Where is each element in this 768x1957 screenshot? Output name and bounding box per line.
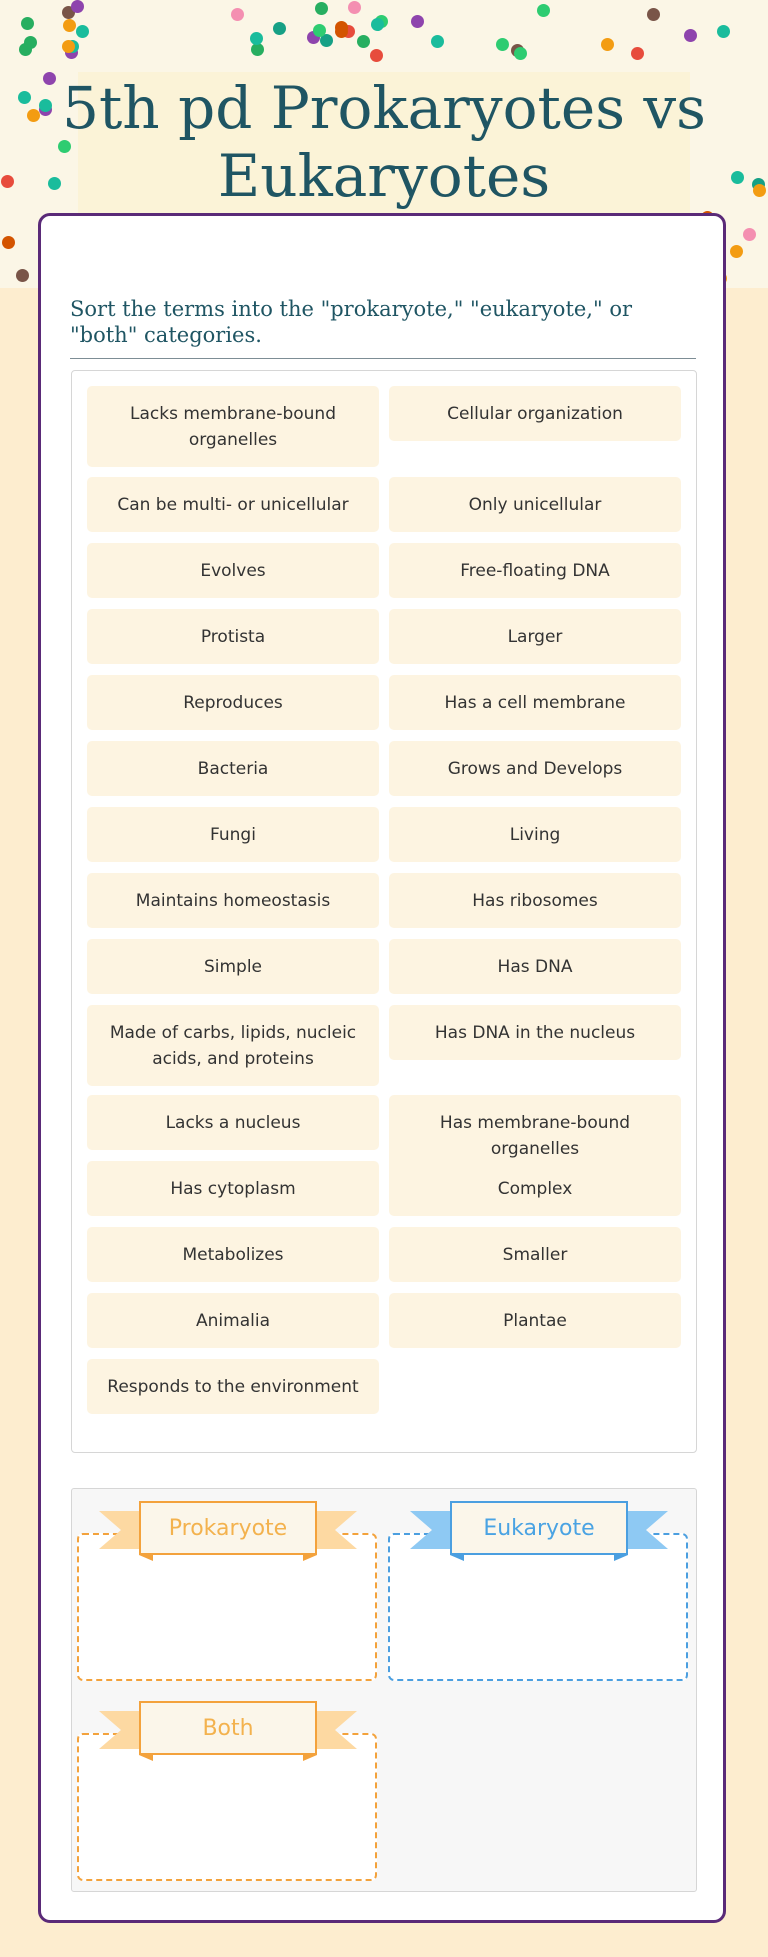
term-tile[interactable]: Responds to the environment	[87, 1359, 379, 1414]
term-tile[interactable]: Complex	[389, 1161, 681, 1216]
confetti-dot	[273, 22, 286, 35]
confetti-dot	[39, 99, 52, 112]
confetti-dot	[24, 36, 37, 49]
term-tile[interactable]: Larger	[389, 609, 681, 664]
term-tile[interactable]: Has ribosomes	[389, 873, 681, 928]
category-ribbon	[410, 1497, 668, 1561]
confetti-dot	[1, 175, 14, 188]
confetti-dot	[357, 35, 370, 48]
confetti-dot	[370, 49, 383, 62]
confetti-dot	[496, 38, 509, 51]
confetti-dot	[48, 177, 61, 190]
confetti-dot	[348, 1, 361, 14]
term-tile[interactable]: Simple	[87, 939, 379, 994]
term-tile[interactable]: Only unicellular	[389, 477, 681, 532]
confetti-dot	[27, 109, 40, 122]
term-tile[interactable]: Evolves	[87, 543, 379, 598]
sorting-area	[71, 1488, 697, 1892]
confetti-dot	[601, 38, 614, 51]
confetti-dot	[743, 228, 756, 241]
term-tile[interactable]: Grows and Develops	[389, 741, 681, 796]
confetti-dot	[631, 47, 644, 60]
confetti-dot	[2, 236, 15, 249]
instructions-text: Sort the terms into the "prokaryote," "eukaryote," or "both" categories.	[70, 297, 632, 347]
confetti-dot	[231, 8, 244, 21]
confetti-dot	[684, 29, 697, 42]
term-tile[interactable]: Bacteria	[87, 741, 379, 796]
term-tile[interactable]: Animalia	[87, 1293, 379, 1348]
confetti-dot	[335, 21, 348, 34]
confetti-dot	[16, 269, 29, 282]
term-tile[interactable]: Maintains homeostasis	[87, 873, 379, 928]
confetti-dot	[371, 18, 384, 31]
confetti-dot	[315, 2, 328, 15]
category-ribbon	[99, 1497, 357, 1561]
confetti-dot	[730, 245, 743, 258]
term-tile[interactable]: Has DNA	[389, 939, 681, 994]
category-ribbon	[99, 1697, 357, 1761]
confetti-dot	[753, 184, 766, 197]
term-tile[interactable]: Has membrane-bound organelles	[389, 1095, 681, 1176]
confetti-dot	[537, 4, 550, 17]
confetti-dot	[71, 0, 84, 13]
term-tile[interactable]: Lacks a nucleus	[87, 1095, 379, 1150]
confetti-dot	[76, 25, 89, 38]
confetti-dot	[514, 47, 527, 60]
confetti-dot	[250, 32, 263, 45]
confetti-dot	[21, 17, 34, 30]
term-tile[interactable]: Cellular organization	[389, 386, 681, 441]
confetti-dot	[647, 8, 660, 21]
category-label-both: Both	[139, 1701, 317, 1755]
confetti-dot	[731, 171, 744, 184]
terms-panel	[71, 370, 697, 1453]
term-tile[interactable]: Lacks membrane-bound organelles	[87, 386, 379, 467]
term-tile[interactable]: Living	[389, 807, 681, 862]
term-tile[interactable]: Protista	[87, 609, 379, 664]
confetti-dot	[251, 43, 264, 56]
confetti-dot	[411, 15, 424, 28]
term-tile[interactable]: Has cytoplasm	[87, 1161, 379, 1216]
category-label-prokaryote: Prokaryote	[139, 1501, 317, 1555]
instructions-divider	[70, 358, 696, 359]
confetti-dot	[18, 91, 31, 104]
confetti-dot	[63, 19, 76, 32]
confetti-dot	[43, 72, 56, 85]
term-tile[interactable]: Has a cell membrane	[389, 675, 681, 730]
term-tile[interactable]: Made of carbs, lipids, nucleic acids, and proteins	[87, 1005, 379, 1086]
confetti-dot	[431, 35, 444, 48]
term-tile[interactable]: Plantae	[389, 1293, 681, 1348]
term-tile[interactable]: Can be multi- or unicellular	[87, 477, 379, 532]
term-tile[interactable]: Smaller	[389, 1227, 681, 1282]
page-title: 5th pd Prokaryotes vs Eukaryotes	[62, 74, 706, 210]
term-tile[interactable]: Fungi	[87, 807, 379, 862]
term-tile[interactable]: Metabolizes	[87, 1227, 379, 1282]
category-label-eukaryote: Eukaryote	[450, 1501, 628, 1555]
term-tile[interactable]: Reproduces	[87, 675, 379, 730]
confetti-dot	[717, 25, 730, 38]
term-tile[interactable]: Has DNA in the nucleus	[389, 1005, 681, 1060]
term-tile[interactable]: Free-floating DNA	[389, 543, 681, 598]
